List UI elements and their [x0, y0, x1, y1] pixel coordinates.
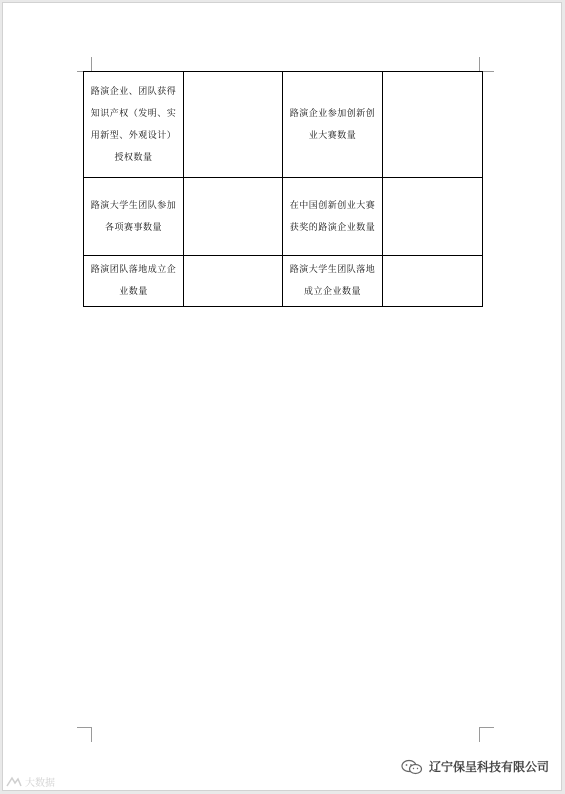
row-label-left: 路演大学生团队参加各项赛事数量 — [84, 178, 184, 256]
crop-mark-bottom-left — [77, 727, 92, 742]
value-cell-left[interactable] — [184, 256, 283, 307]
wechat-account — [401, 758, 549, 775]
value-cell-left[interactable] — [184, 178, 283, 256]
table-row — [84, 72, 483, 178]
row-label-right: 路演大学生团队落地成立企业数量 — [283, 256, 383, 307]
crop-mark-bottom-right — [479, 727, 494, 742]
row-label-right: 在中国创新创业大赛获奖的路演企业数量 — [283, 178, 383, 256]
row-label-right: 路演企业参加创新创业大赛数量 — [283, 72, 383, 178]
table-row — [84, 178, 483, 256]
crop-mark-top-right — [479, 57, 494, 72]
crop-mark-top-left — [77, 57, 92, 72]
metrics-table — [83, 71, 483, 307]
watermark-text: 大数据 — [25, 778, 55, 789]
value-cell-right[interactable] — [383, 72, 483, 178]
account-name: 辽宁保呈科技有限公司 — [428, 760, 549, 774]
watermark — [6, 774, 55, 789]
value-cell-right[interactable] — [383, 256, 483, 307]
value-cell-left[interactable] — [184, 72, 283, 178]
value-cell-right[interactable] — [383, 178, 483, 256]
watermark-logo-icon — [6, 776, 22, 788]
table-row — [84, 256, 483, 307]
row-label-left: 路演企业、团队获得知识产权（发明、实用新型、外观设计）授权数量 — [84, 72, 184, 178]
row-label-left: 路演团队落地成立企业数量 — [84, 256, 184, 307]
wechat-icon — [401, 759, 423, 775]
